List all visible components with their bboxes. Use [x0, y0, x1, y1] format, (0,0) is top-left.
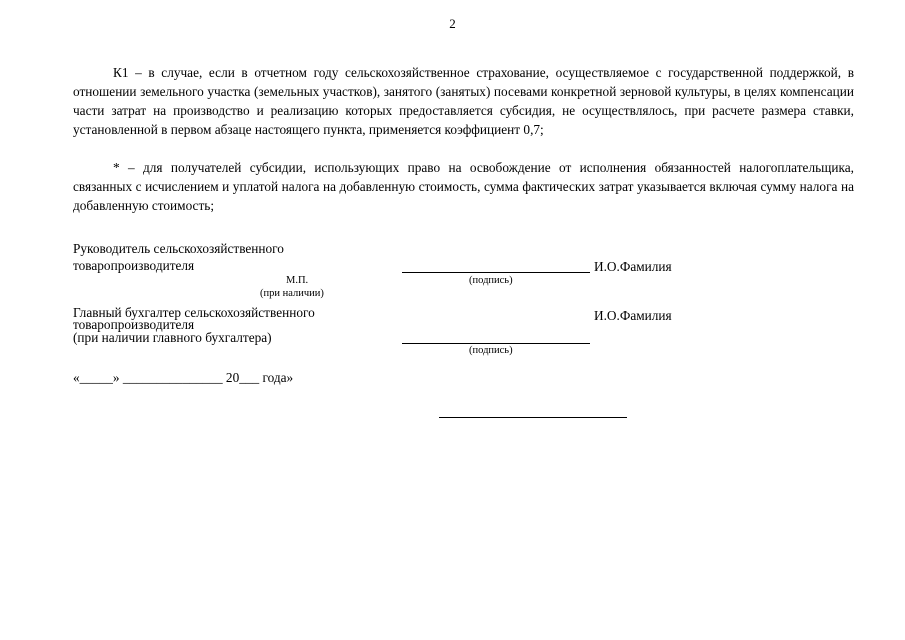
head-title-line1: Руководитель сельскохозяйственного — [73, 241, 284, 256]
stamp-label: М.П. — [286, 275, 309, 286]
k1-coefficient-paragraph: К1 – в случае, если в отчетном году сельскохозяйственное страхование, осуществляемое с государственной поддержкой, в отношении земельного участка (земельных участков), занятого (занятых) посевами конкретной зерновой культуры, в целях компенсации части затрат на производство и реализацию которых предоставляется субсидия, не осуществлялось, при расчете размера ставки, установленной в первом абзаце настоящего пункта, применяется коэффициент 0,7; — [73, 65, 854, 137]
stamp-note: (при наличии) — [260, 288, 324, 299]
accountant-title-line1: Главный бухгалтер сельскохозяйственного — [73, 305, 315, 320]
page-number: 2 — [449, 16, 456, 31]
head-title-line2: товаропроизводителя — [73, 258, 195, 273]
accountant-signature-caption: (подпись) — [469, 345, 513, 356]
footer-divider-line — [439, 417, 627, 418]
head-signature-caption: (подпись) — [469, 275, 513, 286]
head-name: И.О.Фамилия — [594, 259, 672, 274]
head-signature-line — [402, 272, 590, 273]
accountant-title-line2: товаропроизводителя — [73, 317, 195, 332]
accountant-signature-line — [402, 343, 590, 344]
accountant-title-line3: (при наличии главного бухгалтера) — [73, 330, 272, 345]
accountant-name: И.О.Фамилия — [594, 308, 672, 323]
vat-note-paragraph: * – для получателей субсидии, использующих право на освобождение от исполнения обязанностей налогоплательщика, связанных с исчислением и уплатой налога на добавленную стоимость, сумма фактических затрат указывается включая сумму налога на добавленную стоимость; — [73, 160, 854, 213]
date-line: «_____» _______________ 20___ года» — [73, 370, 294, 385]
